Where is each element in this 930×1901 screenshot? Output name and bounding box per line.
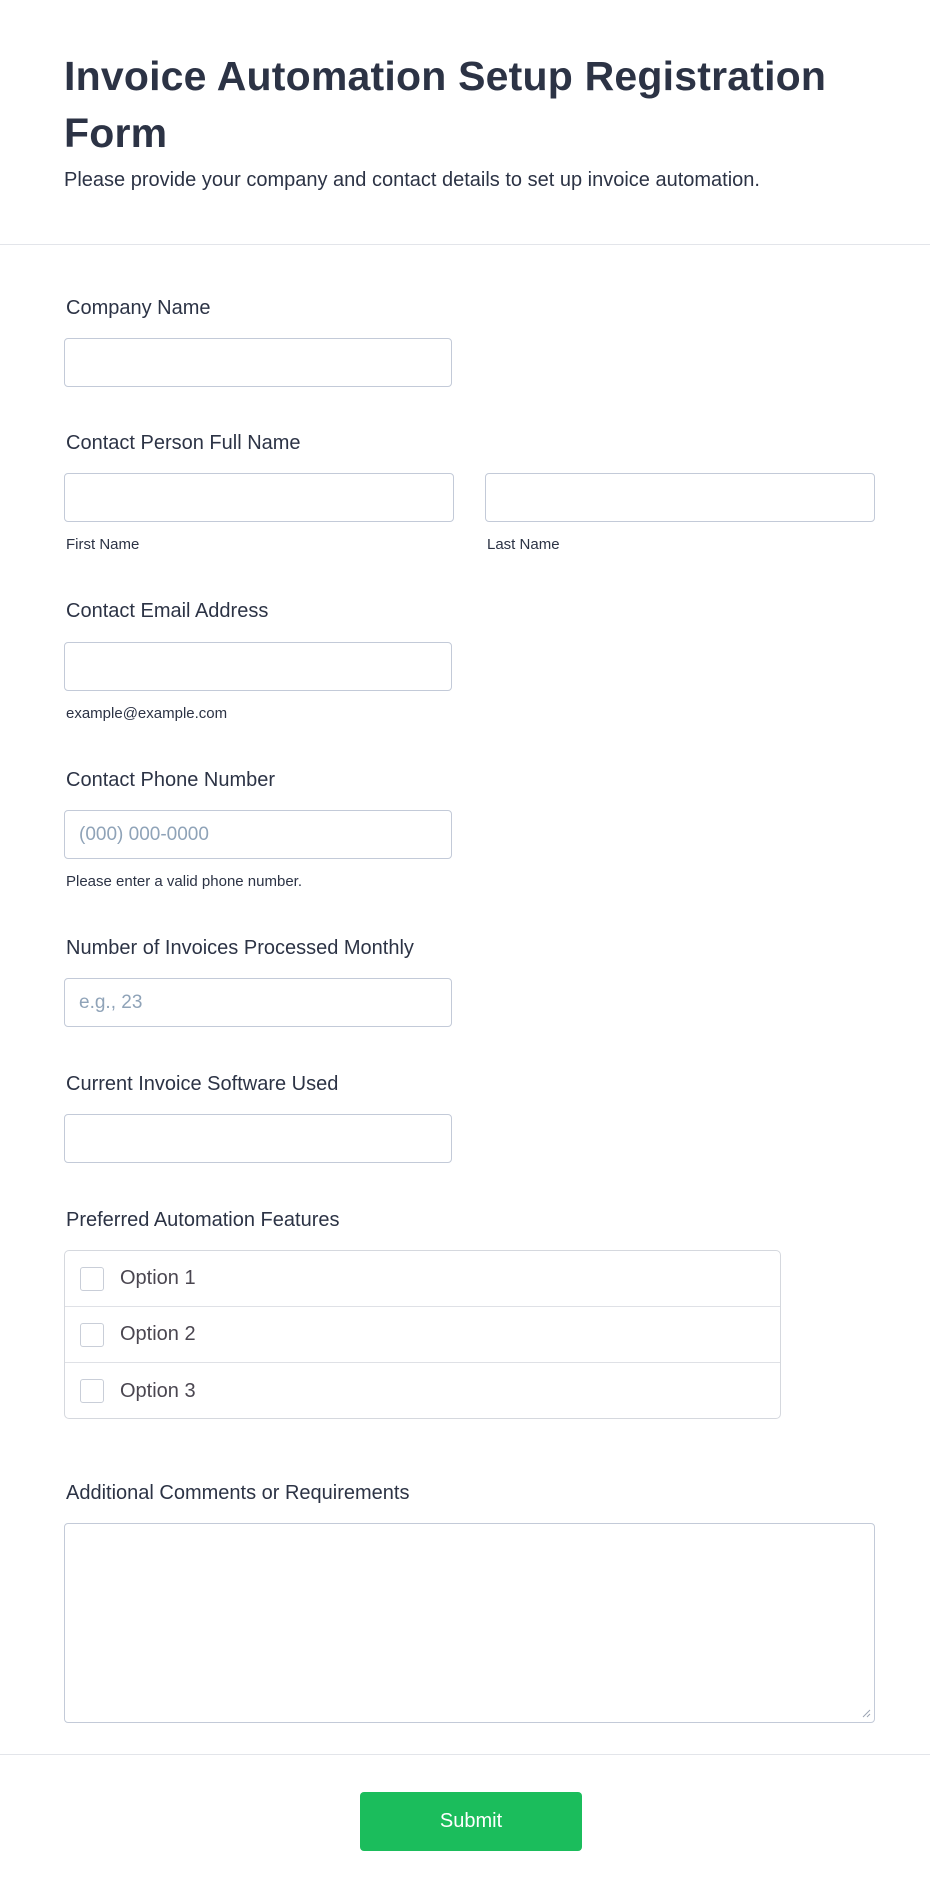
first-name-sublabel: First Name <box>66 536 140 553</box>
form-header <box>0 0 930 245</box>
software-input[interactable] <box>64 1114 452 1163</box>
features-checklist <box>64 1250 781 1419</box>
email-sublabel: example@example.com <box>66 705 228 722</box>
email-input[interactable] <box>64 642 452 691</box>
company-name-input[interactable] <box>64 338 452 387</box>
invoices-monthly-label: Number of Invoices Processed Monthly <box>66 937 414 959</box>
software-label: Current Invoice Software Used <box>66 1073 339 1095</box>
feature-option-label: Option 1 <box>120 1267 196 1289</box>
company-name-label: Company Name <box>66 297 211 319</box>
first-name-input[interactable] <box>64 473 454 522</box>
invoices-monthly-input[interactable] <box>64 978 452 1027</box>
feature-option-3[interactable] <box>65 1363 780 1419</box>
phone-label: Contact Phone Number <box>66 769 276 791</box>
last-name-sublabel: Last Name <box>487 536 560 553</box>
comments-textarea[interactable] <box>64 1523 875 1723</box>
submit-button[interactable]: Submit <box>360 1792 582 1851</box>
contact-name-label: Contact Person Full Name <box>66 432 301 454</box>
feature-option-label: Option 3 <box>120 1379 196 1402</box>
page-title: Invoice Automation Setup Registration Form <box>64 53 827 156</box>
page-subtitle: Please provide your company and contact details to set up invoice automation. <box>64 169 760 191</box>
checkbox-icon[interactable] <box>80 1323 104 1347</box>
footer-divider <box>0 1754 930 1755</box>
checkbox-icon[interactable] <box>80 1267 104 1291</box>
last-name-input[interactable] <box>485 473 875 522</box>
comments-label: Additional Comments or Requirements <box>66 1482 410 1504</box>
email-label: Contact Email Address <box>66 600 269 622</box>
feature-option-1[interactable] <box>65 1251 780 1307</box>
feature-option-label: Option 2 <box>120 1323 196 1345</box>
checkbox-icon[interactable] <box>80 1379 104 1403</box>
phone-sublabel: Please enter a valid phone number. <box>66 873 302 890</box>
phone-input[interactable] <box>64 810 452 859</box>
features-label: Preferred Automation Features <box>66 1209 340 1231</box>
feature-option-2[interactable] <box>65 1307 780 1363</box>
